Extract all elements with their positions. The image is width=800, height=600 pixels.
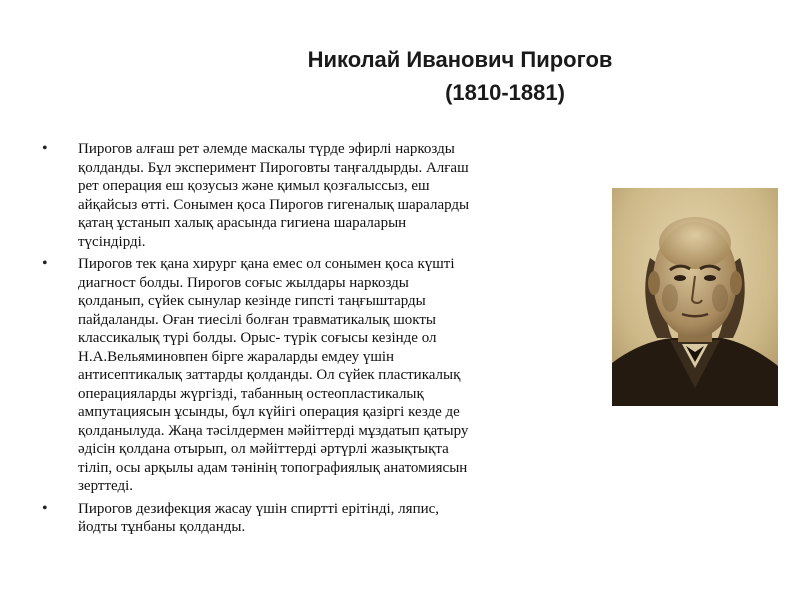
bullet-line: қолданылуда. Жаңа тәсілдермен мәйіттерді мұздатып қатыру [78,422,469,439]
portrait-drawing [612,188,778,406]
bullet-line: түсіндірді. [78,233,146,250]
bullet-paragraph [78,140,618,251]
bullet-line: Н.А.Вельяминовпен бірге жараларды емдеу үшін [78,348,395,365]
bullet-line: классикалық түрі болды. Орыс- түрік соғысы кезінде ол [78,330,437,346]
bullet-paragraph [78,255,618,496]
slide-title-years: (1810-1881) [445,80,565,105]
bullet-line: рет операция еш қозусыз және қимыл қозғалыссыз, еш [78,178,430,194]
bullet-line: қатаң ұстанып халық арасында гигиена шараларын [78,215,407,231]
bullet-marker: • [42,255,48,272]
bullet-line: диагност болды. Пирогов соғыс жылдары наркозды [78,274,409,291]
bullet-marker: • [42,140,48,157]
bullet-line: антисептикалық заттарды қолданды. Ол сүйек пластикалық [78,367,461,383]
bullet-list [42,140,618,541]
bullet-line: ампутациясын ұсынды, бұл күйігі операция қазіргі кезде де [78,404,460,420]
slide-title-name: Николай Иванович Пирогов [307,47,613,72]
bullet-line: Пирогов алғаш рет әлемде маскалы түрде эфирлі наркозды [78,141,455,157]
bullet-line: операцияларды жүргізді, табанның остеопластикалық [78,385,424,402]
bullet-line: әдісін қолдана отырып, ол мәйіттерді әртүрлі жазықтықта [78,441,449,457]
bullet-line: йодты тұнбаны қолданды. [78,519,246,535]
bullet-marker: • [42,499,48,517]
bullet-item [42,500,618,537]
bullet-line: Пирогов дезифекция жасау үшін спиртті ерітінді, ляпис, [78,500,440,517]
bullet-line: зерттеді. [78,478,134,494]
bullet-paragraph [78,500,618,537]
portrait-image [612,188,778,406]
bullet-item [42,140,618,251]
bullet-line: тіліп, осы арқылы адам тәнінің топографиялық анатомиясын [78,459,468,476]
bullet-line: айқайсыз өтті. Сонымен қоса Пирогов гигеналық шараларды [78,196,470,213]
bullet-line: Пирогов тек қана хирург қана емес ол сонымен қоса күшті [78,256,455,272]
bullet-line: қолданып, сүйек сынулар кезінде гипсті таңғыштарды [78,293,426,309]
bullet-line: қолданды. Бұл эксперимент Пироговты таңғалдырды. Алғаш [78,159,469,176]
bullet-line: пайдаланды. Оған тиесілі болған травматикалық шокты [78,311,436,328]
bullet-item [42,255,618,496]
